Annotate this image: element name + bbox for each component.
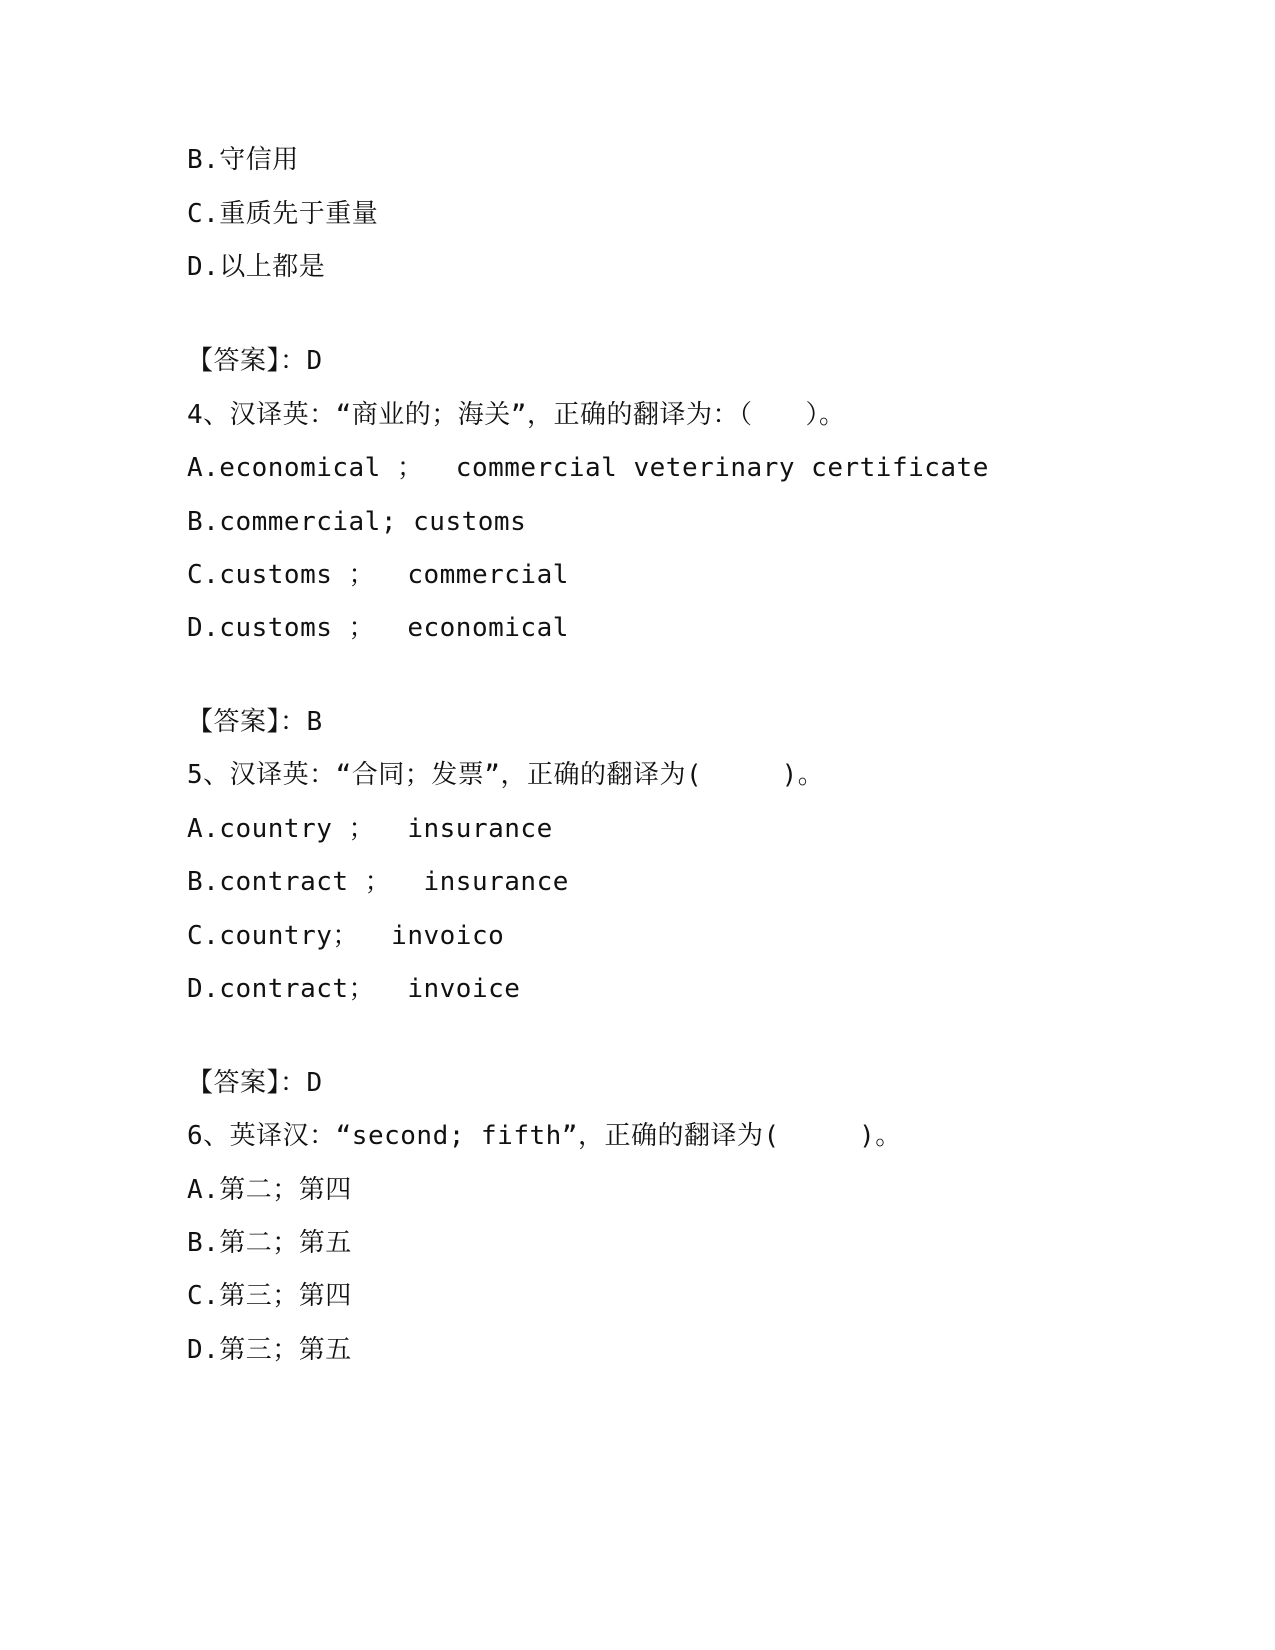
q5-option-c: C.country； invoico	[187, 921, 505, 951]
q4-option-d: D.customs ； economical	[187, 613, 569, 643]
q4-option-a: A.economical ； commercial veterinary certificate	[187, 453, 989, 483]
q5-answer: 【答案】：D	[187, 1068, 323, 1098]
prev-answer: 【答案】：D	[187, 346, 323, 376]
prev-option-d: D.以上都是	[187, 252, 326, 282]
q6-option-c: C.第三；第四	[187, 1281, 352, 1311]
q6-option-b: B.第二；第五	[187, 1228, 352, 1258]
q5-option-a: A.country ； insurance	[187, 814, 553, 844]
q4-answer: 【答案】：B	[187, 707, 323, 737]
prev-option-c: C.重质先于重量	[187, 199, 379, 229]
q5-option-b: B.contract ； insurance	[187, 867, 569, 897]
q5-option-d: D.contract； invoice	[187, 974, 521, 1004]
q4-option-c: C.customs ； commercial	[187, 560, 569, 590]
q4-stem: 4、汉译英：“商业的；海关”，正确的翻译为：（ ）。	[187, 400, 846, 430]
q6-option-a: A.第二；第四	[187, 1175, 352, 1205]
q5-stem: 5、汉译英：“合同；发票”，正确的翻译为( )。	[187, 760, 825, 790]
q6-option-d: D.第三；第五	[187, 1335, 352, 1365]
q4-option-b: B.commercial; customs	[187, 507, 527, 537]
prev-option-b: B.守信用	[187, 145, 299, 175]
q6-stem: 6、英译汉：“second; fifth”，正确的翻译为( )。	[187, 1121, 902, 1151]
